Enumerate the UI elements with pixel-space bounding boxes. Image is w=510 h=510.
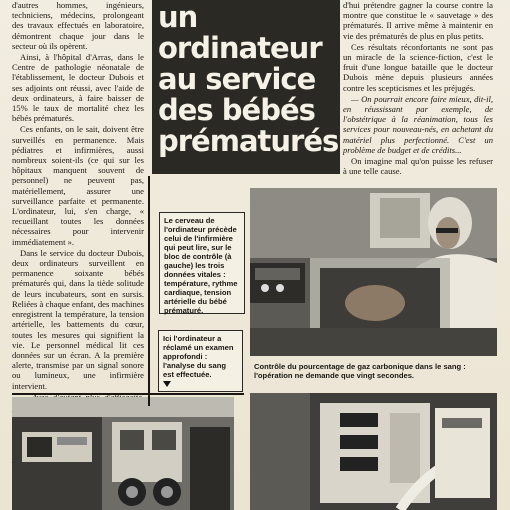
right-article-column bbox=[343, 0, 493, 177]
caption-analysis bbox=[158, 330, 243, 392]
left_column-paragraph: Ces enfants, on le sait, doivent être surveillés en permanence. Mais pédiatres et infirmières, aussi nombreux soient-ils (ce qui sur les hôpitaux manquent souvent de personnel) ne peuvent pas, matériellement, assurer une surveillance parfaite et permanente. L'ordinateur, lui, s'en charge, « recueillant toutes les données nécessaires pour intervenir immédiatement ». bbox=[12, 124, 144, 247]
left_column-paragraph: Ainsi, à l'hôpital d'Arras, dans le Centre de pathologie néonatale de l'établissement, le docteur Dubois et ses adjoints ont réussi, avec l'aide de deux ordinateurs, à faire baisser de 15% le taux de mortalité chez les bébés prématurés. bbox=[12, 52, 144, 124]
headline: un ordinateur au service des bébés prématurés bbox=[158, 0, 339, 158]
arrow-down-icon bbox=[163, 381, 171, 387]
column-divider bbox=[148, 176, 150, 406]
caption-brain bbox=[159, 212, 245, 314]
computer-room-image bbox=[12, 397, 234, 510]
caption-analysis-text: Ici l'ordinateur a réclamé un examen approfondi : l'analyse du sang est effectuée. bbox=[163, 334, 234, 379]
caption-gas bbox=[250, 359, 497, 393]
blood-analyzer-photo bbox=[250, 393, 497, 510]
headline-block bbox=[152, 0, 340, 174]
left_column-paragraph: Dans le service du docteur Dubois, deux ordinateurs surveillent en permanence soixante bébés prématurés qui, dans la tiède solitude de leurs incubateurs, sont en sursis. Reliées à chaque enfant, des machines enregistrent la température, la tension artérielle, les battements du cœur, toutes les mesures qui signifient la vie. Le personnel médical lit ces données sur un écran. A la première alerte, transmise par un signal sonore ou lumineux, une infirmière intervient. bbox=[12, 247, 144, 391]
right_column-paragraph: On imagine mal qu'on puisse les refuser à une telle cause. bbox=[343, 156, 493, 177]
right_column-paragraph: d'hui prétendre gagner la course contre la montre que constitue le « sauvetage » des prématurés. Il arrive même à maintenir en vie des prématurés de plus en plus petits. bbox=[343, 0, 493, 41]
nurse-incubator-photo bbox=[250, 188, 497, 356]
horizontal-rule bbox=[12, 393, 244, 395]
right_column-paragraph: Ces résultats réconfortants ne sont pas un miracle de la science-fiction, c'est le fruit d'une longue bataille que le docteur Dubois mène depuis plusieurs années contre les scepticismes et les préjugés. bbox=[343, 41, 493, 93]
right_column-paragraph: — On pourrait encore faire mieux, dit-il, en réussissant par exemple, de l'obstétrique à la réanimation, tous les services pour nouveau-nés, en achetant du matériel plus perfectionné. C'est un problème de budget et de crédits... bbox=[343, 93, 493, 155]
caption-gas-text: Contrôle du pourcentage de gaz carbonique dans le sang : l'opération ne demande que vingt secondes. bbox=[254, 362, 466, 380]
blood-analyzer-image bbox=[250, 393, 497, 510]
nurse-incubator-image bbox=[250, 188, 497, 356]
left_column-paragraph: d'autres hommes, ingénieurs, techniciens, médecins, prolongeant des travaux effectués en laboratoire, démontrent chaque jour dans le secteur où ils opèrent. bbox=[12, 0, 144, 51]
caption-brain-text: Le cerveau de l'ordinateur précède celui de l'infirmière qui peut lire, sur le bloc de contrôle (à gauche) les trois données vitales : température, rythme cardiaque, tension artérielle du bébé prématuré. bbox=[164, 216, 238, 315]
computer-room-photo bbox=[12, 397, 234, 510]
